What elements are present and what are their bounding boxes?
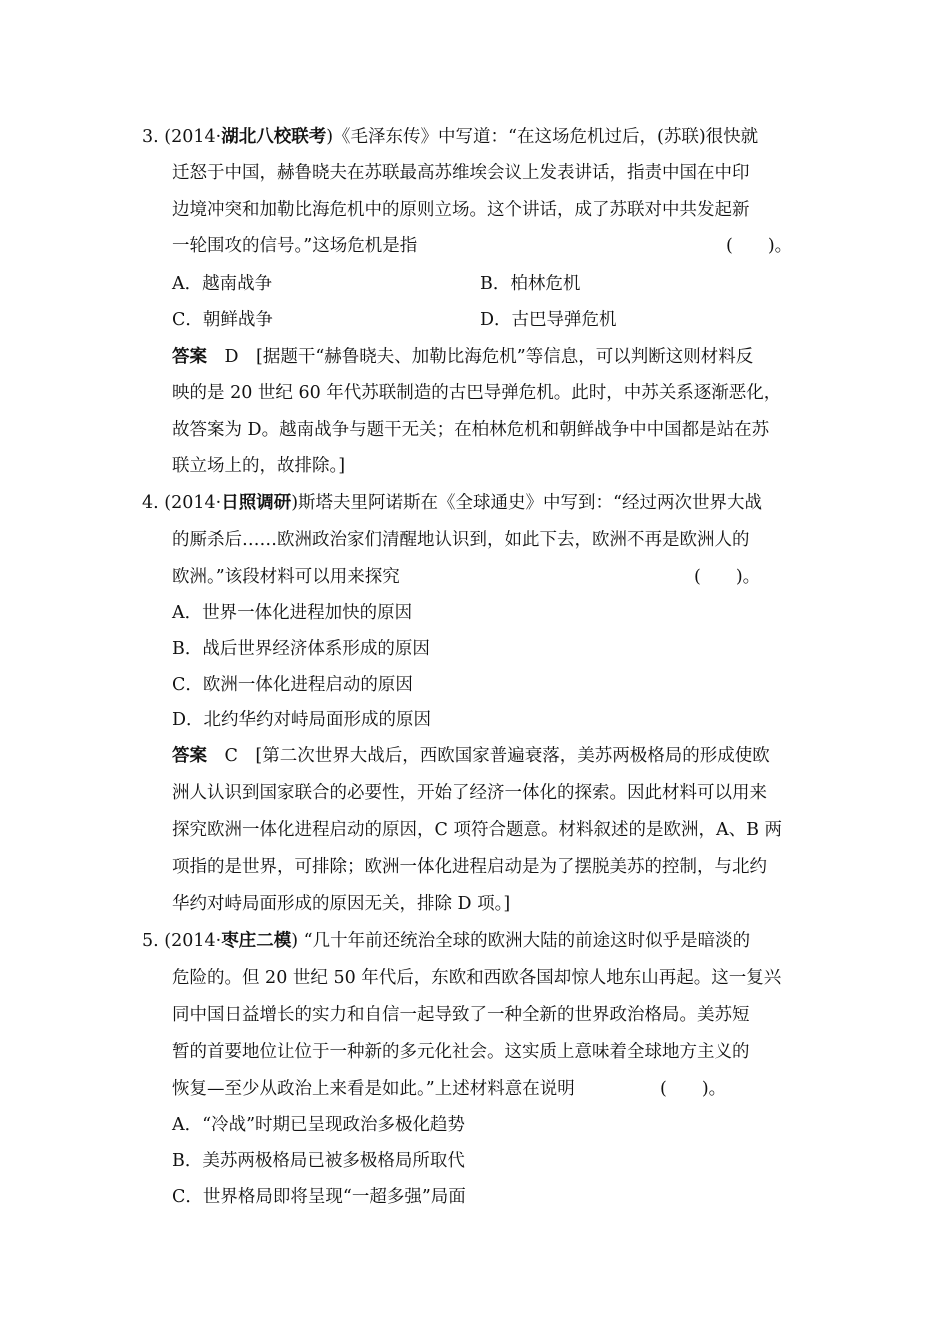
option-d: D．北约华约对峙局面形成的原因 [172,710,432,730]
option-c: C．世界格局即将呈现“一超多强”局面 [172,1187,466,1207]
answer-explanation-line: 答案 D [据题干“赫鲁晓夫、加勒比海危机”等信息，可以判断这则材料反 [172,347,754,367]
question-source: (2014·枣庄二模) [164,931,299,951]
question-number: 3 [142,127,154,147]
answer-explanation-line: 探究欧洲一体化进程启动的原因，C 项符合题意。材料叙述的是欧洲，A、B 两 [172,820,783,840]
question-stem-line: 欧洲。”该段材料可以用来探究 [172,567,400,587]
question-stem-line: 迁怒于中国，赫鲁晓夫在苏联最高苏维埃会议上发表讲话，指责中国在中印 [172,163,750,183]
question-stem-line: 同中国日益增长的实力和自信一起导致了一种全新的世界政治格局。美苏短 [172,1005,750,1025]
answer-explanation-line: 映的是 20 世纪 60 年代苏联制造的古巴导弹危机。此时，中苏关系逐渐恶化， [172,383,782,403]
question-3-first-line: 3. (2014·湖北八校联考)《毛泽东传》中写道：“在这场危机过后，(苏联)很快就 [142,127,759,147]
answer-letter: C [224,746,238,766]
question-number: 5 [142,931,154,951]
option-a: A．世界一体化进程加快的原因 [172,603,413,623]
question-source: (2014·湖北八校联考) [164,127,334,147]
answer-letter: D [224,347,239,367]
answer-explanation-line: 洲人认识到国家联合的必要性，开始了经济一体化的探索。因此材料可以用来 [172,783,767,803]
question-source: (2014·日照调研) [164,493,299,513]
answer-explanation-line: 华约对峙局面形成的原因无关，排除 D 项。] [172,894,511,914]
question-stem-line: 边境冲突和加勒比海危机中的原则立场。这个讲话，成了苏联对中共发起新 [172,200,750,220]
answer-blank: ( )。 [660,1079,727,1099]
option-a: A．越南战争 [172,274,273,294]
answer-explanation-line: 答案 C [第二次世界大战后，西欧国家普遍衰落，美苏两极格局的形成使欧 [172,746,770,766]
answer-blank: ( )。 [694,567,761,587]
question-stem-line: 斯塔夫里阿诺斯在《全球通史》中写到：“经过两次世界大战 [298,493,762,513]
answer-label: 答案 [172,347,207,367]
question-4-first-line: 4. (2014·日照调研)斯塔夫里阿诺斯在《全球通史》中写到：“经过两次世界大战 [142,493,762,513]
option-b: B．战后世界经济体系形成的原因 [172,639,430,659]
answer-explanation-line: 项指的是世界，可排除；欧洲一体化进程启动是为了摆脱美苏的控制，与北约 [172,857,767,877]
answer-explanation-line: 联立场上的，故排除。] [172,456,346,476]
answer-explanation-line: 故答案为 D。越南战争与题干无关；在柏林危机和朝鲜战争中中国都是站在苏 [172,420,770,440]
option-c: C．朝鲜战争 [172,310,273,330]
answer-blank: ( )。 [726,236,793,256]
question-stem-line: “几十年前还统治全球的欧洲大陆的前途这时似乎是暗淡的 [303,931,751,951]
question-stem-line: 暂的首要地位让位于一种新的多元化社会。这实质上意味着全球地方主义的 [172,1042,750,1062]
option-b: B．柏林危机 [480,274,581,294]
question-stem-line: 一轮围攻的信号。”这场危机是指 [172,236,418,256]
option-c: C．欧洲一体化进程启动的原因 [172,675,413,695]
question-number: 4 [142,493,154,513]
option-d: D．古巴导弹危机 [480,310,617,330]
option-a: A．“冷战”时期已呈现政治多极化趋势 [172,1115,466,1135]
question-stem-line: 恢复—至少从政治上来看是如此。”上述材料意在说明 [172,1079,575,1099]
question-5-first-line: 5. (2014·枣庄二模) “几十年前还统治全球的欧洲大陆的前途这时似乎是暗淡的 [142,931,751,951]
answer-label: 答案 [172,746,207,766]
question-stem-line: 的厮杀后……欧洲政治家们清醒地认识到，如此下去，欧洲不再是欧洲人的 [172,530,750,550]
question-stem-line: 危险的。但 20 世纪 50 年代后，东欧和西欧各国却惊人地东山再起。这一复兴 [172,968,782,988]
question-stem-line: 《毛泽东传》中写道：“在这场危机过后，(苏联)很快就 [333,127,759,147]
option-b: B．美苏两极格局已被多极格局所取代 [172,1151,465,1171]
